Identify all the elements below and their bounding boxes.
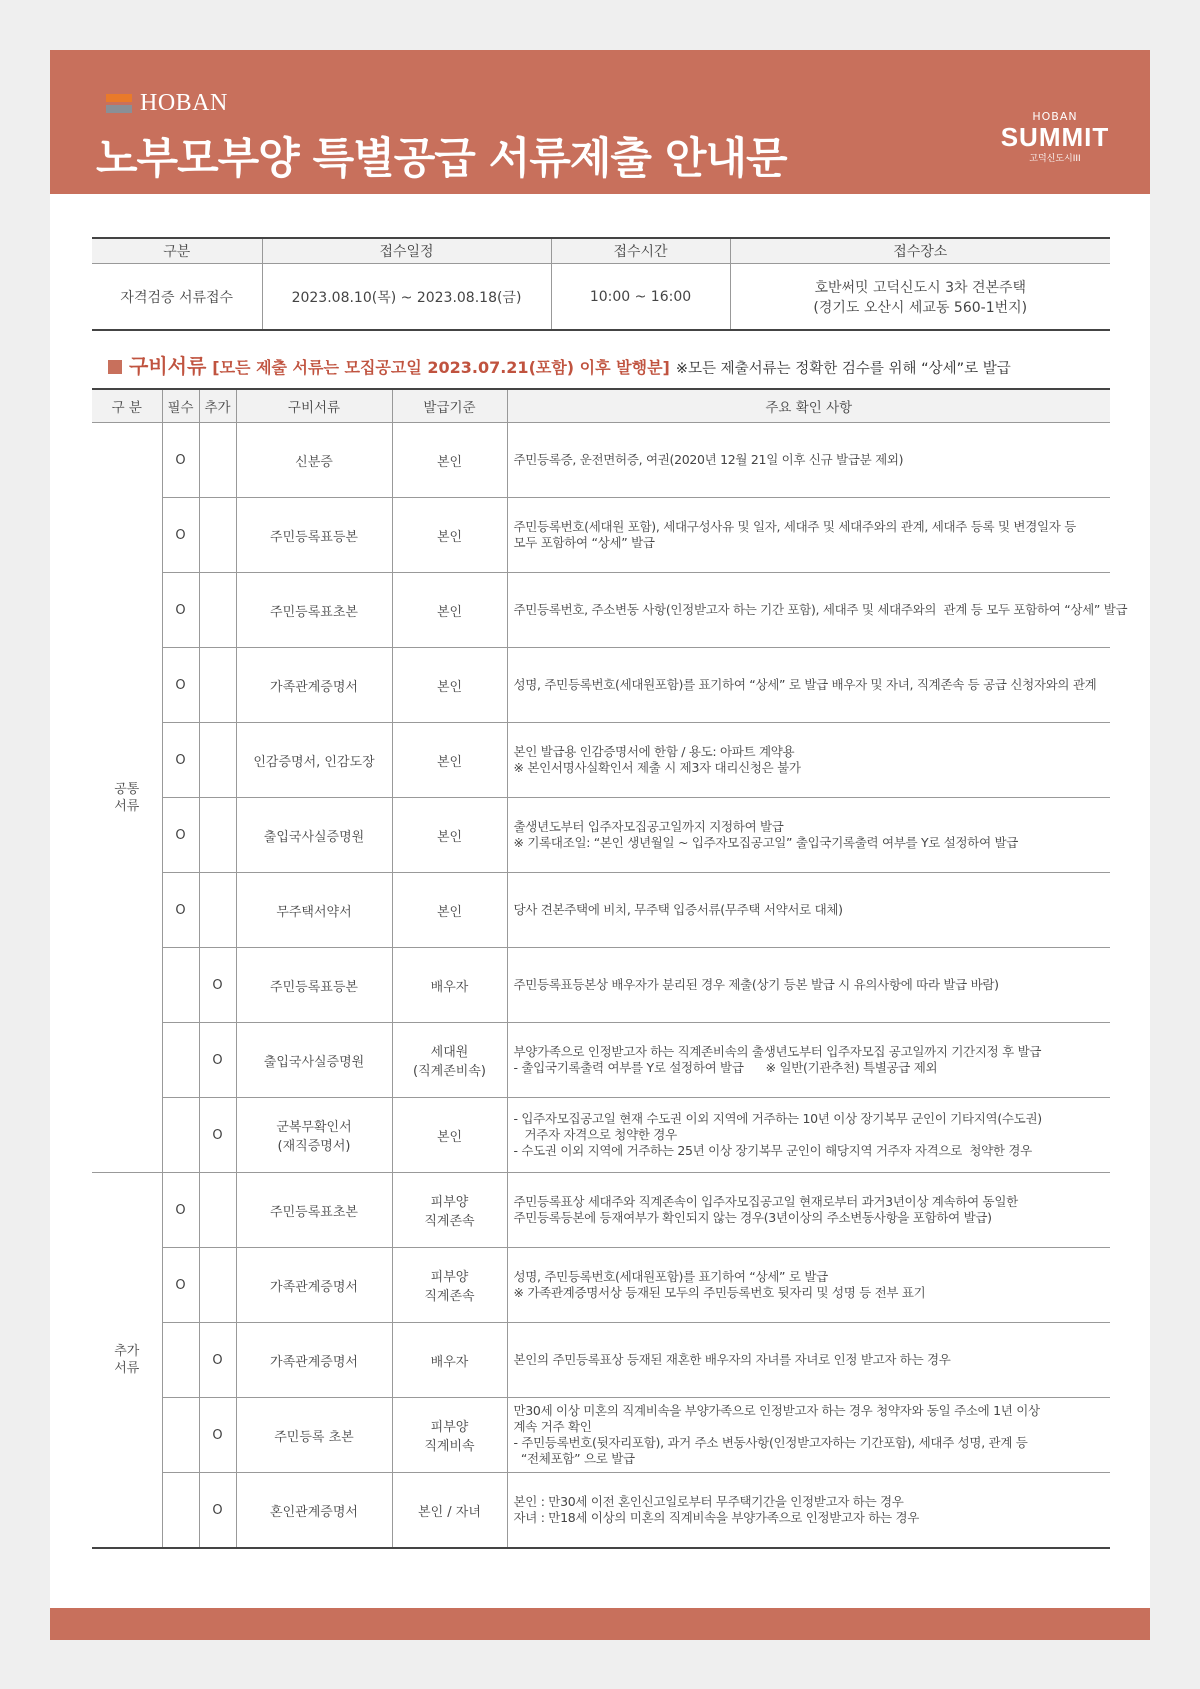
- check-detail-line: 본인의 주민등록표상 등재된 재혼한 배우자의 자녀를 자녀로 인정 받고자 하는 경우: [513, 1352, 951, 1367]
- required-mark: O: [162, 573, 199, 648]
- additional-mark: [199, 873, 236, 948]
- document-name: 주민등록표등본: [236, 948, 392, 1023]
- documents-header-cell: 필수: [162, 389, 199, 423]
- issue-basis: 본인: [392, 1098, 507, 1173]
- check-detail-line: - 주민등록번호(뒷자리포함), 과거 주소 변동사항(인정받고자하는 기간포함), 세대주 성명, 관계 등: [513, 1435, 1028, 1450]
- check-details: [507, 648, 1110, 723]
- documents-header-row: [92, 389, 1110, 423]
- required-mark: [162, 1323, 199, 1398]
- required-mark: [162, 1023, 199, 1098]
- check-details: [507, 1248, 1110, 1323]
- required-mark: O: [162, 648, 199, 723]
- issue-basis: 본인 / 자녀: [392, 1473, 507, 1549]
- document-name: 신분증: [236, 423, 392, 498]
- schedule-place: [730, 264, 1110, 331]
- table-row: [92, 1173, 1110, 1248]
- required-mark: [162, 1473, 199, 1549]
- issue-basis: 본인: [392, 648, 507, 723]
- document-name: 출입국사실증명원: [236, 798, 392, 873]
- schedule-row: [92, 264, 1110, 331]
- issue-basis: 본인: [392, 873, 507, 948]
- footer-bar: [50, 1608, 1150, 1640]
- check-details: [507, 1323, 1110, 1398]
- check-detail-line: - 수도권 이외 지역에 거주하는 25년 이상 장기복무 군인이 해당지역 거주자 자격으로 청약한 경우: [513, 1143, 1032, 1158]
- documents-header-cell: 구비서류: [236, 389, 392, 423]
- check-detail-line: - 입주자모집공고일 현재 수도권 이외 지역에 거주하는 10년 이상 장기복무 군인이 기타지역(수도권): [513, 1111, 1042, 1126]
- table-row: [92, 1398, 1110, 1473]
- check-detail-line: ※ 가족관계증명서상 등재된 모두의 주민등록번호 뒷자리 및 성명 등 전부 표기: [513, 1285, 926, 1300]
- check-detail-line: 성명, 주민등록번호(세대원포함)를 표기하여 “상세” 로 발급 배우자 및 자녀, 직계존속 등 공급 신청자와의 관계: [513, 677, 1097, 692]
- table-row: [92, 798, 1110, 873]
- check-detail-line: 주민등록표등본상 배우자가 분리된 경우 제출(상기 등본 발급 시 유의사항에 따라 발급 바람): [513, 977, 999, 992]
- check-detail-line: 모두 포함하여 “상세” 발급: [513, 535, 655, 550]
- issue-basis: 피부양 직계존속: [392, 1173, 507, 1248]
- schedule-header-cell: 접수시간: [551, 238, 730, 264]
- check-detail-line: 출생년도부터 입주자모집공고일까지 지정하여 발급: [513, 819, 784, 834]
- hoban-logo: [106, 90, 228, 117]
- check-detail-line: 본인 : 만30세 이전 혼인신고일로부터 무주택기간을 인정받고자 하는 경우: [513, 1494, 904, 1509]
- document-name: 출입국사실증명원: [236, 1023, 392, 1098]
- check-detail-line: “전체포함” 으로 발급: [513, 1451, 635, 1466]
- schedule-category: 자격검증 서류접수: [120, 289, 234, 306]
- check-details: [507, 798, 1110, 873]
- additional-mark: O: [199, 1098, 236, 1173]
- header-banner: [50, 50, 1150, 194]
- document-name: 주민등록표등본: [236, 498, 392, 573]
- documents-header-cell: 주요 확인 사항: [507, 389, 1110, 423]
- required-mark: O: [162, 1173, 199, 1248]
- check-detail-line: 본인 발급용 인감증명서에 한함 / 용도: 아파트 계약용: [513, 744, 795, 759]
- table-row: [92, 573, 1110, 648]
- document-name: 혼인관계증명서: [236, 1473, 392, 1549]
- check-detail-line: 만30세 이상 미혼의 직계비속을 부양가족으로 인정받고자 하는 경우 청약자와 동일 주소에 1년 이상: [513, 1403, 1040, 1418]
- square-bullet-icon: [108, 360, 122, 374]
- issue-basis: 본인: [392, 723, 507, 798]
- document-name: 주민등록표초본: [236, 1173, 392, 1248]
- documents-header-cell: 추가: [199, 389, 236, 423]
- schedule-table: [92, 237, 1110, 331]
- additional-mark: [199, 1173, 236, 1248]
- check-detail-line: 주민등록표상 세대주와 직계존속이 입주자모집공고일 현재로부터 과거3년이상 계속하여 동일한: [513, 1194, 1018, 1209]
- additional-mark: [199, 723, 236, 798]
- table-row: [92, 1023, 1110, 1098]
- document-name: 주민등록표초본: [236, 573, 392, 648]
- documents-table: [92, 388, 1128, 1549]
- required-mark: O: [162, 798, 199, 873]
- document-name: 가족관계증명서: [236, 1323, 392, 1398]
- table-row: [92, 873, 1110, 948]
- check-detail-line: ※ 기록대조일: “본인 생년월일 ~ 입주자모집공고일” 출입국기록출력 여부를 Y로 설정하여 발급: [513, 835, 1019, 850]
- check-detail-line: 성명, 주민등록번호(세대원포함)를 표기하여 “상세” 로 발급: [513, 1269, 828, 1284]
- brand-name: HOBAN: [140, 90, 228, 116]
- check-detail-line: 주민등록등본에 등재여부가 확인되지 않는 경우(3년이상의 주소변동사항을 포함하여 발급): [513, 1210, 992, 1225]
- issue-basis: 배우자: [392, 948, 507, 1023]
- check-details: [507, 1098, 1110, 1173]
- additional-mark: [199, 423, 236, 498]
- additional-mark: [199, 498, 236, 573]
- section-condition: [모든 제출 서류는 모집공고일 2023.07.21(포함) 이후 발행분]: [212, 358, 670, 377]
- additional-mark: [199, 1248, 236, 1323]
- issue-basis: 피부양 직계존속: [392, 1248, 507, 1323]
- issue-basis: 배우자: [392, 1323, 507, 1398]
- page-title: 노부모부양 특별공급 서류제출 안내문: [96, 134, 787, 184]
- check-details: [507, 573, 1128, 648]
- check-detail-line: 자녀 : 만18세 이상의 미혼의 직계비속을 부양가족으로 인정받고자 하는 경우: [513, 1510, 920, 1525]
- issue-basis: 피부양 직계비속: [392, 1398, 507, 1473]
- additional-mark: O: [199, 1398, 236, 1473]
- schedule-date: 2023.08.10(목) ~ 2023.08.18(금): [262, 264, 551, 331]
- additional-mark: [199, 798, 236, 873]
- check-details: [507, 873, 1110, 948]
- table-row: [92, 948, 1110, 1023]
- check-detail-line: 계속 거주 확인: [513, 1419, 592, 1434]
- group-extra-docs: 추가 서류: [114, 1344, 140, 1376]
- table-row: [92, 1473, 1110, 1549]
- schedule-time: 10:00 ~ 16:00: [551, 264, 730, 331]
- issue-basis: 세대원 (직계존비속): [392, 1023, 507, 1098]
- schedule-header-row: [92, 238, 1110, 264]
- check-details: [507, 1398, 1110, 1473]
- check-details: [507, 498, 1110, 573]
- document-name: 군복무확인서 (재직증명서): [236, 1098, 392, 1173]
- section-note: ※모든 제출서류는 정확한 검수를 위해 “상세”로 발급: [675, 361, 1011, 377]
- additional-mark: O: [199, 1323, 236, 1398]
- schedule-header-cell: 접수장소: [730, 238, 1110, 264]
- table-row: [92, 1098, 1110, 1173]
- table-row: [92, 498, 1110, 573]
- check-detail-line: - 출입국기록출력 여부를 Y로 설정하여 발급 ※ 일반(기관추천) 특별공급 제외: [513, 1060, 938, 1075]
- check-details: [507, 423, 1110, 498]
- required-mark: O: [162, 1248, 199, 1323]
- check-details: [507, 1473, 1110, 1549]
- check-detail-line: ※ 본인서명사실확인서 제출 시 제3자 대리신청은 불가: [513, 760, 801, 775]
- section-title: 구비서류: [129, 354, 207, 378]
- check-details: [507, 723, 1110, 798]
- additional-mark: [199, 573, 236, 648]
- required-mark: O: [162, 873, 199, 948]
- schedule-place-line2: (경기도 오산시 세교동 560-1번지): [813, 299, 1028, 316]
- document-sheet: [50, 50, 1150, 1640]
- table-row: [92, 648, 1110, 723]
- schedule-place-line1: 호반써밋 고덕신도시 3차 견본주택: [814, 279, 1027, 296]
- required-mark: O: [162, 723, 199, 798]
- document-name: 가족관계증명서: [236, 648, 392, 723]
- summit-logo: [985, 110, 1125, 164]
- additional-mark: O: [199, 1473, 236, 1549]
- check-detail-line: 주민등록증, 운전면허증, 여권(2020년 12월 21일 이후 신규 발급분 제외): [513, 452, 904, 467]
- hoban-logo-icon: [106, 94, 132, 114]
- check-detail-line: 당사 견본주택에 비치, 무주택 입증서류(무주택 서약서로 대체): [513, 902, 843, 917]
- required-mark: [162, 948, 199, 1023]
- group-common-docs: 공통 서류: [92, 423, 162, 1173]
- table-row: [92, 723, 1110, 798]
- document-name: 무주택서약서: [236, 873, 392, 948]
- required-mark: [162, 1398, 199, 1473]
- issue-basis: 본인: [392, 798, 507, 873]
- schedule-header-cell: 접수일정: [262, 238, 551, 264]
- issue-basis: 본인: [392, 498, 507, 573]
- check-details: [507, 1023, 1110, 1098]
- documents-header-cell: 구 분: [92, 389, 162, 423]
- required-mark: O: [162, 498, 199, 573]
- additional-mark: O: [199, 948, 236, 1023]
- table-row: [92, 423, 1110, 498]
- issue-basis: 본인: [392, 423, 507, 498]
- document-name: 인감증명서, 인감도장: [236, 723, 392, 798]
- check-detail-line: 주민등록번호, 주소변동 사항(인정받고자 하는 기간 포함), 세대주 및 세대주와의 관계 등 모두 포함하여 “상세” 발급: [513, 602, 1128, 617]
- check-detail-line: 거주자 자격으로 청약한 경우: [513, 1127, 677, 1142]
- check-detail-line: 주민등록번호(세대원 포함), 세대구성사유 및 일자, 세대주 및 세대주와의 관계, 세대주 등록 및 변경일자 등: [513, 519, 1076, 534]
- document-name: 가족관계증명서: [236, 1248, 392, 1323]
- check-details: [507, 1173, 1110, 1248]
- summit-logo-main: SUMMIT: [1000, 122, 1110, 152]
- additional-mark: [199, 648, 236, 723]
- summit-logo-top: HOBAN: [1032, 110, 1078, 123]
- table-row: [92, 1323, 1110, 1398]
- documents-header-cell: 발급기준: [392, 389, 507, 423]
- table-row: [92, 1248, 1110, 1323]
- issue-basis: 본인: [392, 573, 507, 648]
- required-mark: [162, 1098, 199, 1173]
- summit-logo-sub: 고덕신도시III: [1029, 154, 1081, 164]
- additional-mark: O: [199, 1023, 236, 1098]
- document-name: 주민등록 초본: [236, 1398, 392, 1473]
- check-detail-line: 부양가족으로 인정받고자 하는 직계존비속의 출생년도부터 입주자모집 공고일까지 기간지정 후 발급: [513, 1044, 1042, 1059]
- required-mark: O: [162, 423, 199, 498]
- check-details: [507, 948, 1110, 1023]
- schedule-header-cell: 구분: [92, 238, 262, 264]
- section-heading: [108, 350, 1011, 379]
